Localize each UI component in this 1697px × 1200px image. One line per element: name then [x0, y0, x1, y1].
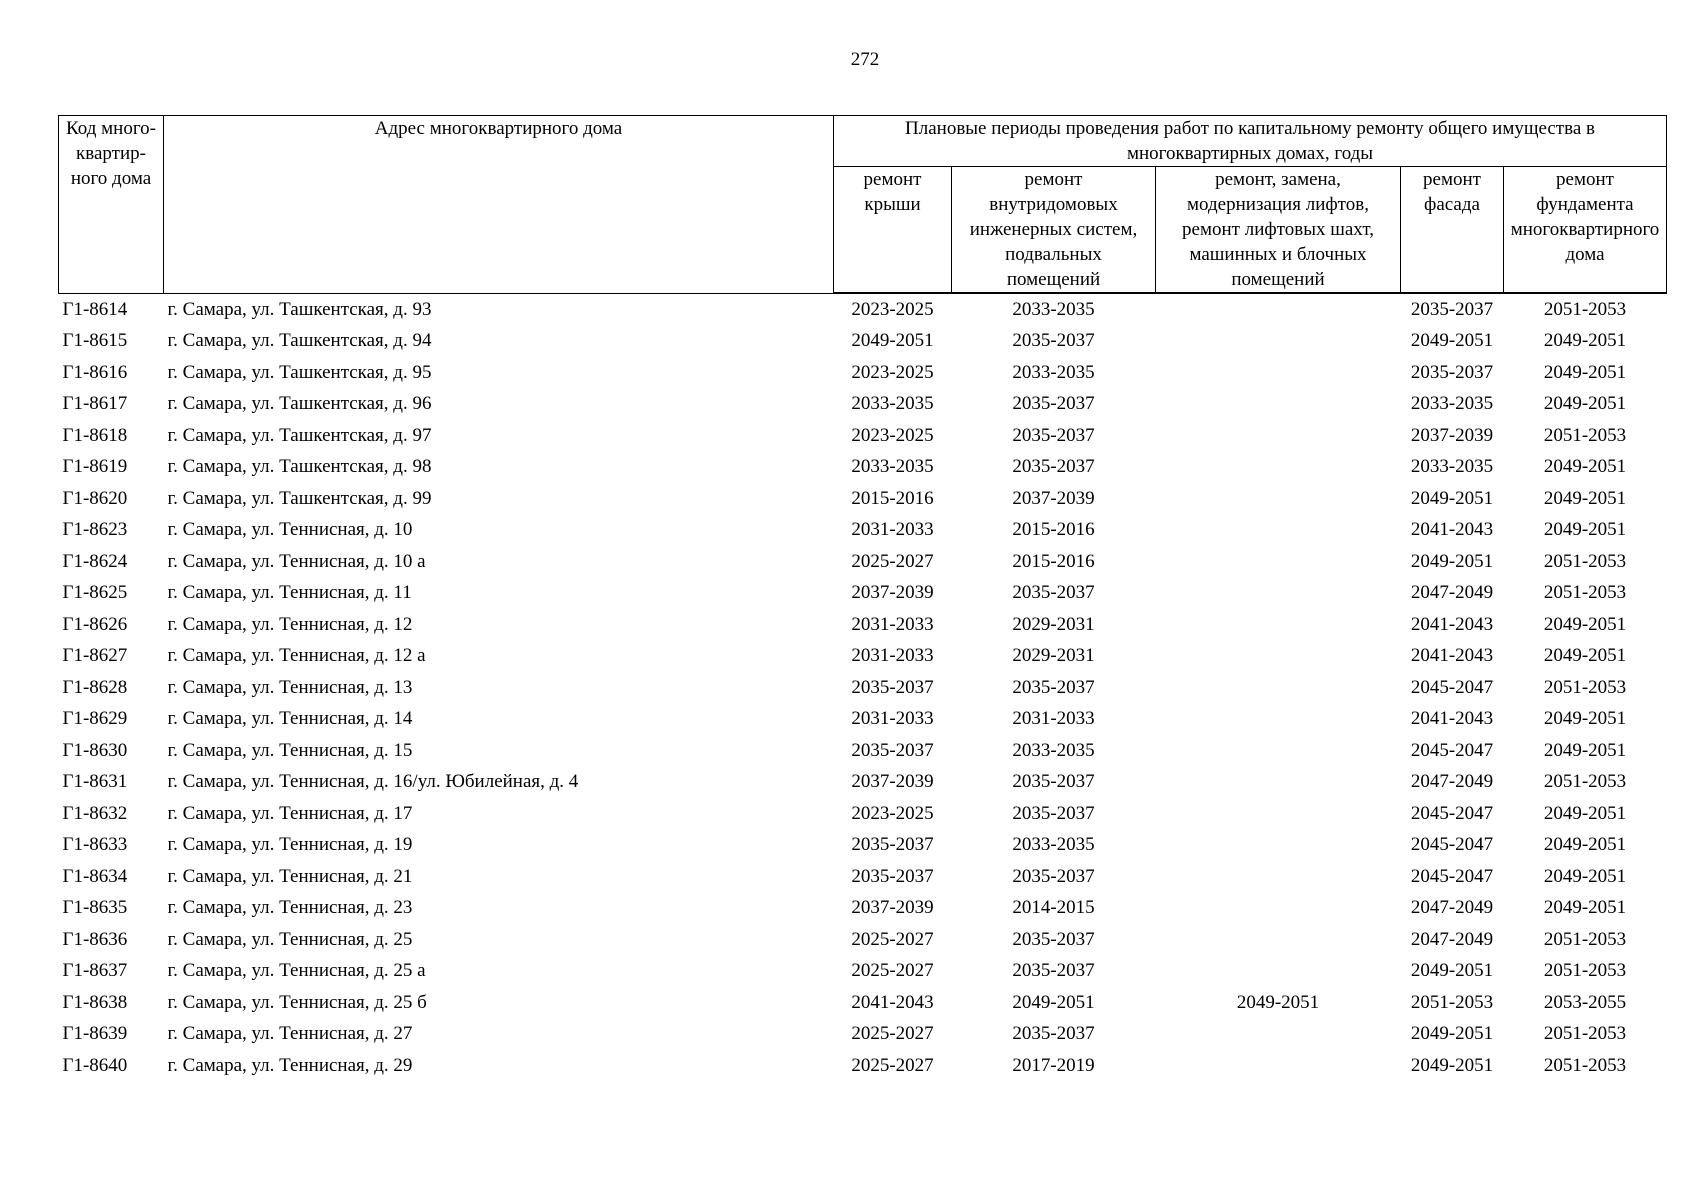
table-row [59, 483, 1667, 515]
table-row [59, 641, 1667, 673]
cell-elevators [1156, 798, 1401, 830]
cell-address: г. Самара, ул. Теннисная, д. 14 [167, 708, 413, 730]
cell-address: г. Самара, ул. Теннисная, д. 16/ул. Юбилейная, д. 4 [167, 771, 579, 793]
cell-foundation: 2051-2053 [1543, 1023, 1627, 1045]
cell-address: г. Самара, ул. Теннисная, д. 15 [167, 739, 413, 761]
cell-address: г. Самара, ул. Ташкентская, д. 93 [167, 298, 432, 320]
cell-foundation: 2049-2051 [1543, 393, 1627, 415]
cell-roof: 2033-2035 [851, 456, 934, 478]
cell-engineering: 2049-2051 [1012, 991, 1095, 1013]
cell-address: г. Самара, ул. Теннисная, д. 23 [167, 897, 413, 919]
table-row [59, 546, 1667, 578]
cell-address: г. Самара, ул. Теннисная, д. 25 а [167, 960, 426, 982]
cell-engineering: 2035-2037 [1012, 456, 1095, 478]
cell-code: Г1-8614 [62, 298, 128, 320]
table-row [59, 420, 1667, 452]
cell-address: г. Самара, ул. Теннисная, д. 10 [167, 519, 413, 541]
cell-foundation: 2049-2051 [1543, 865, 1627, 887]
cell-elevators [1156, 389, 1401, 421]
cell-facade: 2049-2051 [1410, 330, 1494, 352]
cell-roof: 2037-2039 [851, 771, 934, 793]
cell-foundation: 2049-2051 [1543, 739, 1627, 761]
cell-engineering: 2037-2039 [1012, 487, 1095, 509]
table-row [59, 578, 1667, 610]
cell-code: Г1-8635 [62, 897, 128, 919]
cell-code: Г1-8631 [62, 771, 128, 793]
cell-address: г. Самара, ул. Теннисная, д. 11 [167, 582, 412, 604]
cell-roof: 2023-2025 [851, 298, 934, 320]
cell-code: Г1-8620 [62, 487, 128, 509]
cell-engineering: 2035-2037 [1012, 928, 1095, 950]
cell-elevators [1156, 546, 1401, 578]
cell-facade: 2037-2039 [1410, 424, 1494, 446]
table-row [59, 1050, 1667, 1082]
cell-code: Г1-8617 [62, 393, 128, 415]
table-row [59, 767, 1667, 799]
cell-address: г. Самара, ул. Теннисная, д. 17 [167, 802, 413, 824]
table-row [59, 672, 1667, 704]
cell-elevators [1156, 578, 1401, 610]
cell-elevators [1156, 704, 1401, 736]
cell-roof: 2031-2033 [851, 519, 934, 541]
cell-facade: 2045-2047 [1410, 802, 1494, 824]
cell-facade: 2041-2043 [1410, 613, 1494, 635]
cell-foundation: 2051-2053 [1543, 424, 1627, 446]
cell-foundation: 2049-2051 [1543, 897, 1627, 919]
cell-facade: 2045-2047 [1410, 676, 1494, 698]
cell-foundation: 2051-2053 [1543, 771, 1627, 793]
cell-code: Г1-8624 [62, 550, 128, 572]
cell-roof: 2037-2039 [851, 897, 934, 919]
cell-foundation: 2049-2051 [1543, 519, 1627, 541]
cell-facade: 2041-2043 [1410, 519, 1494, 541]
table-header-row [59, 116, 1667, 167]
cell-foundation: 2049-2051 [1543, 361, 1627, 383]
cell-foundation: 2049-2051 [1543, 802, 1627, 824]
cell-code: Г1-8630 [62, 739, 128, 761]
cell-address: г. Самара, ул. Ташкентская, д. 95 [167, 361, 432, 383]
cell-foundation: 2051-2053 [1543, 298, 1627, 320]
cell-roof: 2025-2027 [851, 960, 934, 982]
cell-code: Г1-8634 [62, 865, 128, 887]
cell-elevators [1156, 1050, 1401, 1082]
table-row [59, 357, 1667, 389]
cell-code: Г1-8636 [62, 928, 128, 950]
cell-engineering: 2033-2035 [1012, 739, 1095, 761]
header-address: Адрес многоквартирного дома [164, 116, 834, 294]
cell-address: г. Самара, ул. Теннисная, д. 25 б [167, 991, 427, 1013]
cell-foundation: 2049-2051 [1543, 708, 1627, 730]
cell-address: г. Самара, ул. Теннисная, д. 13 [167, 676, 413, 698]
header-periods-group: Плановые периоды проведения работ по капитальному ремонту общего имущества в многоквартирных домах, годы [834, 116, 1667, 167]
header-roof: ремонт крыши [834, 167, 952, 294]
table-row [59, 326, 1667, 358]
cell-code: Г1-8632 [62, 802, 128, 824]
cell-roof: 2031-2033 [851, 645, 934, 667]
cell-foundation: 2049-2051 [1543, 487, 1627, 509]
cell-elevators [1156, 672, 1401, 704]
table-row [59, 389, 1667, 421]
cell-code: Г1-8619 [62, 456, 128, 478]
cell-address: г. Самара, ул. Ташкентская, д. 99 [167, 487, 432, 509]
cell-code: Г1-8639 [62, 1023, 128, 1045]
cell-facade: 2045-2047 [1410, 865, 1494, 887]
table-row [59, 609, 1667, 641]
cell-engineering: 2015-2016 [1012, 519, 1095, 541]
cell-elevators: 2049-2051 [1236, 991, 1320, 1013]
cell-code: Г1-8629 [62, 708, 128, 730]
cell-roof: 2025-2027 [851, 550, 934, 572]
cell-engineering: 2017-2019 [1012, 1054, 1095, 1076]
cell-code: Г1-8626 [62, 613, 128, 635]
cell-facade: 2049-2051 [1410, 550, 1494, 572]
cell-foundation: 2049-2051 [1543, 613, 1627, 635]
cell-roof: 2037-2039 [851, 582, 934, 604]
cell-elevators [1156, 452, 1401, 484]
cell-code: Г1-8637 [62, 960, 128, 982]
cell-foundation: 2049-2051 [1543, 330, 1627, 352]
header-engineering: ремонт внутридомовых инженерных систем, подвальных помещений [952, 167, 1156, 294]
cell-address: г. Самара, ул. Теннисная, д. 12 а [167, 645, 426, 667]
cell-roof: 2031-2033 [851, 613, 934, 635]
cell-engineering: 2035-2037 [1012, 393, 1095, 415]
cell-elevators [1156, 767, 1401, 799]
cell-elevators [1156, 641, 1401, 673]
header-facade: ремонт фасада [1401, 167, 1504, 294]
cell-engineering: 2029-2031 [1012, 613, 1095, 635]
cell-facade: 2049-2051 [1410, 1054, 1494, 1076]
cell-code: Г1-8640 [62, 1054, 128, 1076]
cell-address: г. Самара, ул. Ташкентская, д. 97 [167, 424, 432, 446]
cell-elevators [1156, 1019, 1401, 1051]
cell-roof: 2035-2037 [851, 739, 934, 761]
cell-facade: 2045-2047 [1410, 834, 1494, 856]
cell-facade: 2049-2051 [1410, 487, 1494, 509]
cell-elevators [1156, 293, 1401, 326]
cell-elevators [1156, 861, 1401, 893]
cell-address: г. Самара, ул. Ташкентская, д. 98 [167, 456, 432, 478]
cell-engineering: 2029-2031 [1012, 645, 1095, 667]
cell-facade: 2047-2049 [1410, 771, 1494, 793]
cell-facade: 2033-2035 [1410, 456, 1494, 478]
cell-address: г. Самара, ул. Теннисная, д. 25 [167, 928, 413, 950]
table-row [59, 893, 1667, 925]
table-row [59, 515, 1667, 547]
cell-engineering: 2033-2035 [1012, 834, 1095, 856]
cell-foundation: 2051-2053 [1543, 676, 1627, 698]
table-row [59, 987, 1667, 1019]
table-row [59, 924, 1667, 956]
cell-engineering: 2035-2037 [1012, 960, 1095, 982]
cell-elevators [1156, 893, 1401, 925]
cell-code: Г1-8638 [62, 991, 128, 1013]
repair-schedule-table [58, 115, 1667, 1082]
cell-engineering: 2015-2016 [1012, 550, 1095, 572]
cell-foundation: 2051-2053 [1543, 960, 1627, 982]
cell-roof: 2033-2035 [851, 393, 934, 415]
cell-elevators [1156, 326, 1401, 358]
cell-code: Г1-8616 [62, 361, 128, 383]
table-row [59, 735, 1667, 767]
cell-engineering: 2031-2033 [1012, 708, 1095, 730]
cell-engineering: 2033-2035 [1012, 361, 1095, 383]
cell-address: г. Самара, ул. Теннисная, д. 29 [167, 1054, 413, 1076]
cell-elevators [1156, 830, 1401, 862]
cell-roof: 2023-2025 [851, 424, 934, 446]
cell-code: Г1-8627 [62, 645, 128, 667]
cell-address: г. Самара, ул. Теннисная, д. 21 [167, 865, 413, 887]
cell-engineering: 2035-2037 [1012, 771, 1095, 793]
cell-code: Г1-8633 [62, 834, 128, 856]
header-code: Код много- квартир- ного дома [59, 116, 164, 294]
cell-roof: 2035-2037 [851, 676, 934, 698]
cell-foundation: 2051-2053 [1543, 1054, 1627, 1076]
cell-facade: 2049-2051 [1410, 1023, 1494, 1045]
cell-engineering: 2014-2015 [1012, 897, 1095, 919]
cell-address: г. Самара, ул. Теннисная, д. 19 [167, 834, 413, 856]
cell-roof: 2023-2025 [851, 361, 934, 383]
cell-foundation: 2053-2055 [1543, 991, 1627, 1013]
cell-elevators [1156, 357, 1401, 389]
cell-facade: 2041-2043 [1410, 708, 1494, 730]
cell-roof: 2049-2051 [851, 330, 934, 352]
cell-facade: 2047-2049 [1410, 897, 1494, 919]
cell-facade: 2035-2037 [1410, 361, 1494, 383]
cell-elevators [1156, 515, 1401, 547]
cell-engineering: 2035-2037 [1012, 582, 1095, 604]
cell-roof: 2031-2033 [851, 708, 934, 730]
cell-roof: 2025-2027 [851, 1023, 934, 1045]
cell-foundation: 2049-2051 [1543, 645, 1627, 667]
table-row [59, 293, 1667, 326]
cell-code: Г1-8618 [62, 424, 128, 446]
cell-address: г. Самара, ул. Теннисная, д. 10 а [167, 550, 426, 572]
cell-facade: 2033-2035 [1410, 393, 1494, 415]
cell-roof: 2035-2037 [851, 865, 934, 887]
cell-engineering: 2035-2037 [1012, 676, 1095, 698]
header-foundation: ремонт фундамента многоквартирного дома [1504, 167, 1667, 294]
cell-engineering: 2035-2037 [1012, 865, 1095, 887]
table-row [59, 798, 1667, 830]
table-row [59, 1019, 1667, 1051]
cell-facade: 2041-2043 [1410, 645, 1494, 667]
cell-code: Г1-8625 [62, 582, 128, 604]
cell-facade: 2045-2047 [1410, 739, 1494, 761]
cell-roof: 2035-2037 [851, 834, 934, 856]
cell-address: г. Самара, ул. Ташкентская, д. 96 [167, 393, 432, 415]
cell-foundation: 2049-2051 [1543, 834, 1627, 856]
cell-engineering: 2033-2035 [1012, 298, 1095, 320]
cell-roof: 2041-2043 [851, 991, 934, 1013]
cell-code: Г1-8623 [62, 519, 128, 541]
cell-foundation: 2049-2051 [1543, 456, 1627, 478]
cell-elevators [1156, 609, 1401, 641]
cell-elevators [1156, 735, 1401, 767]
cell-facade: 2047-2049 [1410, 928, 1494, 950]
cell-roof: 2025-2027 [851, 928, 934, 950]
cell-engineering: 2035-2037 [1012, 1023, 1095, 1045]
table-row [59, 956, 1667, 988]
cell-elevators [1156, 483, 1401, 515]
table-row [59, 830, 1667, 862]
cell-engineering: 2035-2037 [1012, 802, 1095, 824]
table-row [59, 452, 1667, 484]
cell-engineering: 2035-2037 [1012, 330, 1095, 352]
cell-engineering: 2035-2037 [1012, 424, 1095, 446]
cell-foundation: 2051-2053 [1543, 582, 1627, 604]
cell-roof: 2015-2016 [851, 487, 934, 509]
cell-roof: 2023-2025 [851, 802, 934, 824]
cell-facade: 2051-2053 [1410, 991, 1494, 1013]
cell-elevators [1156, 924, 1401, 956]
cell-address: г. Самара, ул. Теннисная, д. 27 [167, 1023, 413, 1045]
cell-elevators [1156, 956, 1401, 988]
table-row [59, 861, 1667, 893]
cell-elevators [1156, 420, 1401, 452]
table-row [59, 704, 1667, 736]
cell-roof: 2025-2027 [851, 1054, 934, 1076]
header-elevators: ремонт, замена, модернизация лифтов, ремонт лифтовых шахт, машинных и блочных помещений [1156, 167, 1401, 294]
cell-address: г. Самара, ул. Теннисная, д. 12 [167, 613, 413, 635]
cell-foundation: 2051-2053 [1543, 928, 1627, 950]
cell-address: г. Самара, ул. Ташкентская, д. 94 [167, 330, 432, 352]
cell-facade: 2047-2049 [1410, 582, 1494, 604]
cell-code: Г1-8628 [62, 676, 128, 698]
cell-code: Г1-8615 [62, 330, 128, 352]
cell-facade: 2049-2051 [1410, 960, 1494, 982]
page-number: 272 [850, 49, 880, 70]
cell-facade: 2035-2037 [1410, 298, 1494, 320]
cell-foundation: 2051-2053 [1543, 550, 1627, 572]
